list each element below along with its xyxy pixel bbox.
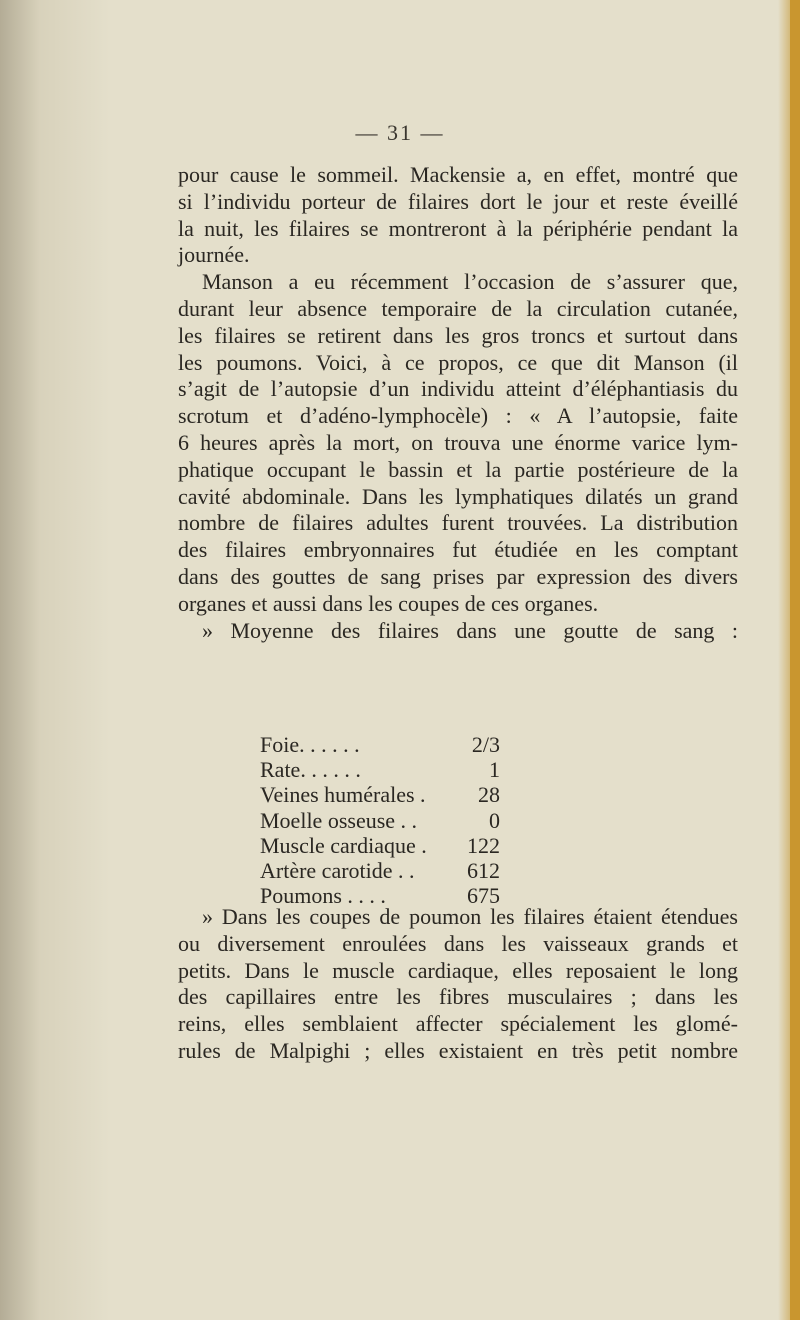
text-line: les poumons. Voici, à ce propos, ce que dit Manson (il (178, 349, 738, 375)
organ-label: Veines humérales . (260, 782, 426, 808)
organ-label: Muscle cardiaque . (260, 832, 427, 858)
organ-count: 2/3 (471, 732, 500, 757)
organ-label: Foie. . . . . . (260, 732, 360, 757)
text-line: » Moyenne des filaires dans une goutte de sang : (202, 617, 738, 643)
text-line: ou diversement enroulées dans les vaisseaux grands et (178, 930, 738, 956)
organ-label: Moelle osseuse . . (260, 807, 418, 833)
text-line: phatique occupant le bassin et la partie postérieure de la (178, 456, 738, 482)
text-line: rules de Malpighi ; elles existaient en très petit nombre (178, 1037, 738, 1063)
organ-label: Rate. . . . . . (260, 757, 361, 783)
organ-count: 0 (489, 807, 500, 833)
text-line: cavité abdominale. Dans les lymphatiques dilatés un grand (178, 483, 738, 509)
table-row (260, 757, 500, 782)
table-row (260, 858, 500, 883)
text-line: les filaires se retirent dans les gros troncs et surtout dans (178, 322, 738, 348)
text-line: scrotum et d’adéno-lymphocèle) : « A l’autopsie, faite (178, 403, 738, 429)
text-line: Manson a eu récemment l’occasion de s’assurer que, (202, 269, 738, 295)
organ-count: 1 (489, 757, 500, 783)
body-text-top (178, 162, 738, 644)
table-row (260, 808, 500, 833)
text-line: pour cause le sommeil. Mackensie a, en effet, montré que (178, 162, 738, 187)
text-line: la nuit, les filaires se montreront à la périphérie pendant la (178, 215, 738, 241)
text-line: dans des gouttes de sang prises par expression des divers (178, 563, 738, 589)
text-line: durant leur absence temporaire de la circulation cutanée, (178, 295, 738, 321)
text-line: s’agit de l’autopsie d’un individu atteint d’éléphantiasis du (178, 376, 738, 402)
text-line: nombre de filaires adultes furent trouvées. La distribution (178, 510, 738, 536)
organ-count: 675 (467, 883, 500, 909)
organ-label: Artère carotide . . (260, 857, 415, 883)
text-line: journée. (178, 242, 250, 268)
organ-count: 612 (467, 857, 500, 883)
text-line: reins, elles semblaient affecter spécialement les glomé- (178, 1011, 738, 1037)
table-row (260, 782, 500, 807)
filaria-count-table (260, 732, 500, 908)
organ-count: 28 (478, 782, 500, 808)
table-row (260, 732, 500, 757)
text-line: » Dans les coupes de poumon les filaires étaient étendues (202, 904, 738, 929)
table-row (260, 833, 500, 858)
body-text-bottom (178, 904, 738, 1065)
text-line: des filaires embryonnaires fut étudiée en les comptant (178, 537, 738, 563)
text-line: organes et aussi dans les coupes de ces organes. (178, 590, 599, 616)
text-line: si l’individu porteur de filaires dort le jour et reste éveillé (178, 188, 738, 214)
organ-count: 122 (467, 832, 500, 858)
text-line: petits. Dans le muscle cardiaque, elles reposaient le long (178, 957, 738, 983)
text-line: 6 heures après la mort, on trouva une énorme varice lym- (178, 429, 738, 455)
page-edge (790, 0, 800, 1320)
organ-label: Poumons . . . . (260, 883, 386, 909)
page-number: — 31 — (355, 120, 445, 145)
text-line: des capillaires entre les fibres musculaires ; dans les (178, 984, 738, 1010)
